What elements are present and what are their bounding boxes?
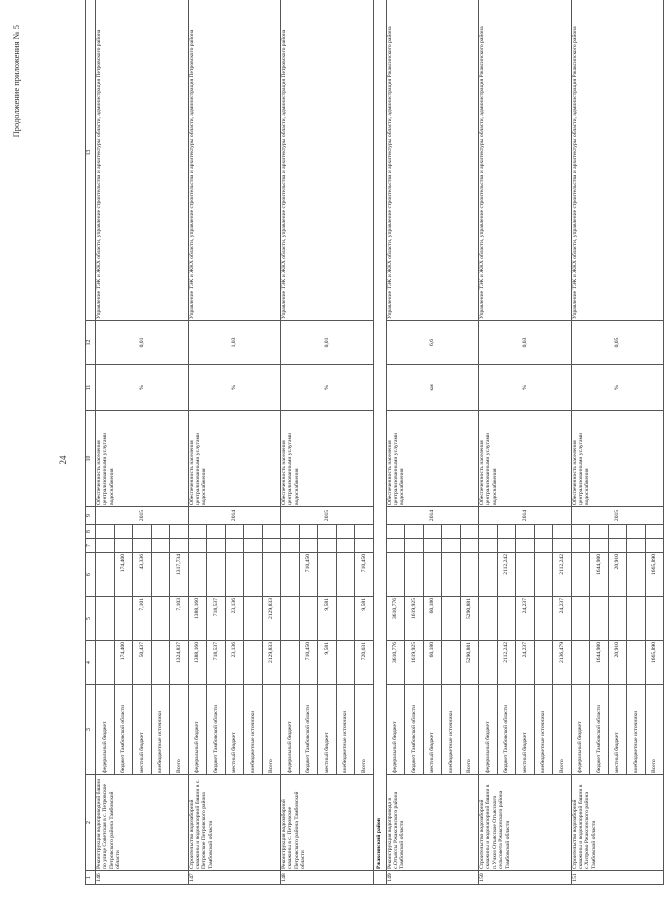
table-row (571, 0, 590, 885)
value-cell: 6,6 (386, 321, 479, 365)
source-label: бюджет Тамбовской области (207, 685, 226, 775)
amount-cell: 9,581 (318, 641, 337, 685)
amount-cell: 710,450 (299, 553, 318, 597)
source-label: местный бюджет (133, 685, 152, 775)
source-label: местный бюджет (318, 685, 337, 775)
year-cell: 2014 (188, 507, 281, 525)
source-label: внебюджетные источники (442, 685, 461, 775)
source-label: местный бюджет (608, 685, 627, 775)
amount-cell: 710,450 (299, 641, 318, 685)
row-number: 148 (281, 871, 374, 885)
amount-cell: 60,180 (423, 597, 442, 641)
row-number: 150 (479, 871, 572, 885)
col-header: 4 (86, 641, 96, 685)
table-row (386, 0, 405, 885)
source-label: Всего (170, 685, 189, 775)
indicator-cell: Обеспеченность населения централизованными услугами водоснабжения (96, 411, 189, 507)
amount-cell: 23,136 (225, 597, 244, 641)
project-name: Реконструкция водопровода в с.Отъяссы Ржаксинского района Тамбовской области (386, 775, 479, 871)
value-cell: 0,01 (96, 321, 189, 365)
unit-cell: % (281, 365, 374, 411)
amount-cell: 2129,833 (262, 597, 281, 641)
source-label: Всего (645, 685, 664, 775)
indicator-cell: Обеспеченность населения централизованными услугами водоснабжения (386, 411, 479, 507)
amount-cell: 60,180 (423, 641, 442, 685)
indicator-cell: Обеспеченность населения централизованными услугами водоснабжения (281, 411, 374, 507)
amount-cell: 1324,837 (170, 641, 189, 685)
amount-cell: 1619,925 (405, 641, 424, 685)
source-label: местный бюджет (225, 685, 244, 775)
source-label: бюджет Тамбовской области (114, 685, 133, 775)
amount-cell: 3610,776 (386, 597, 405, 641)
column-number-row (86, 0, 96, 885)
executor-cell: Управление ТЭК и ЖКХ области, управление строительства и архитектуры области, администрация Петровского района (96, 0, 189, 321)
amount-cell: 174,400 (114, 553, 133, 597)
source-label: внебюджетные источники (151, 685, 170, 775)
year-cell: 2014 (479, 507, 572, 525)
source-label: внебюджетные источники (244, 685, 263, 775)
col-header: 9 (86, 507, 96, 525)
row-number: 147 (188, 871, 281, 885)
col-header: 11 (86, 365, 96, 411)
amount-cell: 1665,890 (645, 553, 664, 597)
project-name: Реконструкция водопроводной башни по улице Советская в с. Петровское Петровского района Тамбовской области (96, 775, 189, 871)
source-label: бюджет Тамбовской области (405, 685, 424, 775)
amount-cell: 9,581 (318, 597, 337, 641)
executor-cell: Управление ТЭК и ЖКХ области, управление строительства и архитектуры области, администрация Ржаксинского района (571, 0, 664, 321)
source-label: бюджет Тамбовской области (590, 685, 609, 775)
source-label: бюджет Тамбовской области (299, 685, 318, 775)
project-name: Реконструкция водозаборной скважины в с. Петровское Петровского района Тамбовской области (281, 775, 374, 871)
amount-cell: 24,237 (553, 597, 572, 641)
amount-cell: 7,101 (133, 597, 152, 641)
amount-cell: 20,910 (608, 553, 627, 597)
amount-cell: 710,450 (355, 553, 374, 597)
amount-cell: 24,237 (516, 641, 535, 685)
value-cell: 0,03 (479, 321, 572, 365)
unit-cell: % (479, 365, 572, 411)
program-table (85, 0, 664, 885)
amount-cell: 1388,160 (188, 641, 207, 685)
amount-cell: 1665,890 (645, 641, 664, 685)
amount-cell: 3610,776 (386, 641, 405, 685)
table-row (188, 0, 207, 885)
amount-cell: 5290,881 (460, 597, 479, 641)
col-header: 2 (86, 775, 96, 871)
value-cell: 0,01 (281, 321, 374, 365)
page-number: 24 (58, 455, 68, 465)
value-cell: 1,03 (188, 321, 281, 365)
source-label: бюджет Тамбовской области (497, 685, 516, 775)
executor-cell: Управление ТЭК и ЖКХ области, управление строительства и архитектуры области, администрация Петровского района (188, 0, 281, 321)
col-header: 3 (86, 685, 96, 775)
source-label: Всего (460, 685, 479, 775)
amount-cell: 23,136 (225, 641, 244, 685)
amount-cell: 2112,242 (553, 553, 572, 597)
row-number: 146 (96, 871, 189, 885)
year-cell: 2014 (386, 507, 479, 525)
col-header: 12 (86, 321, 96, 365)
amount-cell: 5290,881 (460, 641, 479, 685)
source-label: местный бюджет (423, 685, 442, 775)
source-label: федеральный бюджет (571, 685, 590, 775)
indicator-cell: Обеспеченность населения централизованными услугами водоснабжения (571, 411, 664, 507)
source-label: Всего (355, 685, 374, 775)
amount-cell: 2129,833 (262, 641, 281, 685)
table-row (281, 0, 300, 885)
source-label: федеральный бюджет (281, 685, 300, 775)
amount-cell: 1388,160 (188, 597, 207, 641)
year-cell: 2015 (571, 507, 664, 525)
amount-cell: 718,537 (207, 641, 226, 685)
amount-cell: 174,400 (114, 641, 133, 685)
source-label: внебюджетные источники (534, 685, 553, 775)
project-name: Строительство водозаборной скважины и водонапорной башни в с. Петровское Петровского района Тамбовской области (188, 775, 281, 871)
project-name: Строительство водозаборной скважины и водонапорной башни в п.Учхоз Отъясское Отъясского сельсовета Ржаксинского района Тамбовской области (479, 775, 572, 871)
col-header: 13 (86, 0, 96, 321)
amount-cell: 1644,980 (590, 553, 609, 597)
unit-cell: % (188, 365, 281, 411)
source-label: федеральный бюджет (96, 685, 115, 775)
amount-cell: 50,437 (133, 641, 152, 685)
row-number: 151 (571, 871, 664, 885)
amount-cell: 24,237 (516, 597, 535, 641)
table-row (479, 0, 498, 885)
row-number: 149 (386, 871, 479, 885)
executor-cell: Управление ТЭК и ЖКХ области, управление строительства и архитектуры области, администрация Ржаксинского района (386, 0, 479, 321)
amount-cell: 43,336 (133, 553, 152, 597)
source-label: федеральный бюджет (479, 685, 498, 775)
year-cell: 2015 (281, 507, 374, 525)
amount-cell: 2112,242 (497, 641, 516, 685)
amount-cell: 9,581 (355, 597, 374, 641)
source-label: федеральный бюджет (188, 685, 207, 775)
continuation-note: Продолжение приложения № 5 (11, 25, 21, 138)
col-header: 7 (86, 539, 96, 553)
project-name: Строительство водозаборной скважины и водонапорной башни в с.Хитрово Ржаксинского района Тамбовской области (571, 775, 664, 871)
indicator-cell: Обеспеченность населения централизованными услугами водоснабжения (479, 411, 572, 507)
executor-cell: Управление ТЭК и ЖКХ области, управление строительства и архитектуры области, администрация Петровского района (281, 0, 374, 321)
year-cell: 2015 (96, 507, 189, 525)
source-label: местный бюджет (516, 685, 535, 775)
unit-cell: % (571, 365, 664, 411)
amount-cell: 20,910 (608, 641, 627, 685)
executor-cell: Управление ТЭК и ЖКХ области, управление строительства и архитектуры области, администрация Ржаксинского района (479, 0, 572, 321)
section-row (373, 0, 386, 885)
amount-cell: 718,537 (207, 597, 226, 641)
col-header: 5 (86, 597, 96, 641)
table-row (96, 0, 115, 885)
col-header: 1 (86, 871, 96, 885)
amount-cell: 7,103 (170, 597, 189, 641)
col-header: 10 (86, 411, 96, 507)
amount-cell: 2136,479 (553, 641, 572, 685)
amount-cell: 1644,980 (590, 641, 609, 685)
amount-cell: 1619,925 (405, 597, 424, 641)
source-label: внебюджетные источники (336, 685, 355, 775)
amount-cell: 2112,242 (497, 553, 516, 597)
indicator-cell: Обеспеченность населения централизованными услугами водоснабжения (188, 411, 281, 507)
amount-cell: 720,031 (355, 641, 374, 685)
unit-cell: % (96, 365, 189, 411)
amount-cell: 1317,734 (170, 553, 189, 597)
value-cell: 0,05 (571, 321, 664, 365)
col-header: 6 (86, 553, 96, 597)
source-label: федеральный бюджет (386, 685, 405, 775)
col-header: 8 (86, 525, 96, 539)
unit-cell: км (386, 365, 479, 411)
source-label: Всего (553, 685, 572, 775)
source-label: внебюджетные источники (627, 685, 646, 775)
source-label: Всего (262, 685, 281, 775)
section-title: Ржаксинский район (373, 0, 386, 871)
